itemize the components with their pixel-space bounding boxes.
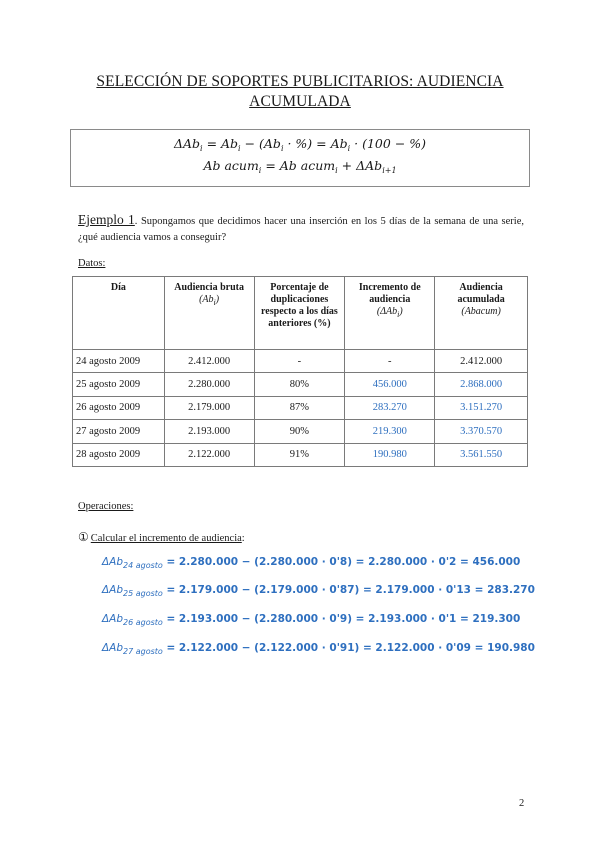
example-text: . Supongamos que decidimos hacer una inserción en los 5 días de la semana de una serie, ¿qué audiencia vamos a conseguir? xyxy=(78,216,524,243)
formula-box xyxy=(70,129,530,187)
header-dia: Día xyxy=(73,277,165,350)
cell-inc: 219.300 xyxy=(345,420,435,443)
example-paragraph xyxy=(78,212,524,246)
calc-line: ΔAb$_{26 agosto}$ = 2.193.000 − (2.280.000 · 0'9) = 2.193.000 · 0'1 = 219.300 xyxy=(102,613,521,627)
cell-acum: 3.151.270 xyxy=(435,396,528,419)
example-heading: Ejemplo 1 xyxy=(78,212,135,227)
table-header-row xyxy=(73,277,528,350)
cell-inc: 190.980 xyxy=(345,443,435,466)
cell-bruta: 2.179.000 xyxy=(164,396,254,419)
cell-pct: - xyxy=(254,350,345,373)
cell-day: 28 agosto 2009 xyxy=(73,443,165,466)
data-table xyxy=(72,276,528,467)
header-acumulada: Audiencia acumulada (Abacum) xyxy=(435,277,528,350)
table-row xyxy=(73,373,528,396)
cell-inc: 283.270 xyxy=(345,396,435,419)
cell-day: 26 agosto 2009 xyxy=(73,396,165,419)
cell-pct: 87% xyxy=(254,396,345,419)
cell-day: 25 agosto 2009 xyxy=(73,373,165,396)
cell-pct: 80% xyxy=(254,373,345,396)
calc-line: ΔAb$_{24 agosto}$ = 2.280.000 − (2.280.000 · 0'8) = 2.280.000 · 0'2 = 456.000 xyxy=(102,556,521,570)
cell-day: 24 agosto 2009 xyxy=(73,350,165,373)
calc-line: ΔAb$_{27 agosto}$ = 2.122.000 − (2.122.000 · 0'91) = 2.122.000 · 0'09 = 190.980 xyxy=(102,642,535,656)
cell-pct: 91% xyxy=(254,443,345,466)
calc-line: ΔAb$_{25 agosto}$ = 2.179.000 − (2.179.000 · 0'87) = 2.179.000 · 0'13 = 283.270 xyxy=(102,584,535,598)
operaciones-label: Operaciones: xyxy=(78,501,134,512)
formula-accumulated: Ab acum$_i$ = Ab acum$_i$ + ΔAb$_{i+1}$ xyxy=(203,158,397,175)
cell-bruta: 2.280.000 xyxy=(164,373,254,396)
cell-pct: 90% xyxy=(254,420,345,443)
cell-day: 27 agosto 2009 xyxy=(73,420,165,443)
table-row xyxy=(73,350,528,373)
table-row xyxy=(73,443,528,466)
header-audiencia-bruta: Audiencia bruta $(Ab_i)$ xyxy=(164,277,254,350)
cell-inc: - xyxy=(345,350,435,373)
datos-label: Datos: xyxy=(78,258,106,269)
formula-increment: $\Delta Ab_i = Ab_i - (Ab_i$ · %) = $Ab_i \cdot (100$ − %) xyxy=(173,136,427,153)
step-label: Calcular el incremento de audiencia xyxy=(90,533,242,544)
header-incremento: Incremento de audiencia (ΔAb$_i$) xyxy=(345,277,435,350)
table-row xyxy=(73,420,528,443)
cell-bruta: 2.412.000 xyxy=(164,350,254,373)
table-row xyxy=(73,396,528,419)
page-title: SELECCIÓN DE SOPORTES PUBLICITARIOS: AUDIENCIA ACUMULADA xyxy=(96,73,504,110)
cell-bruta: 2.122.000 xyxy=(164,443,254,466)
header-porcentaje: Porcentaje de duplicaciones respecto a los días anteriores (%) xyxy=(254,277,345,350)
cell-bruta: 2.193.000 xyxy=(164,420,254,443)
page-number: 2 xyxy=(519,798,525,809)
cell-acum: 2.868.000 xyxy=(435,373,528,396)
cell-acum: 3.370.570 xyxy=(435,420,528,443)
cell-acum: 2.412.000 xyxy=(435,350,528,373)
step-1: ① Calcular el incremento de audiencia: xyxy=(78,530,245,544)
cell-inc: 456.000 xyxy=(345,373,435,396)
step-number-icon: ① xyxy=(78,530,89,544)
cell-acum: 3.561.550 xyxy=(435,443,528,466)
